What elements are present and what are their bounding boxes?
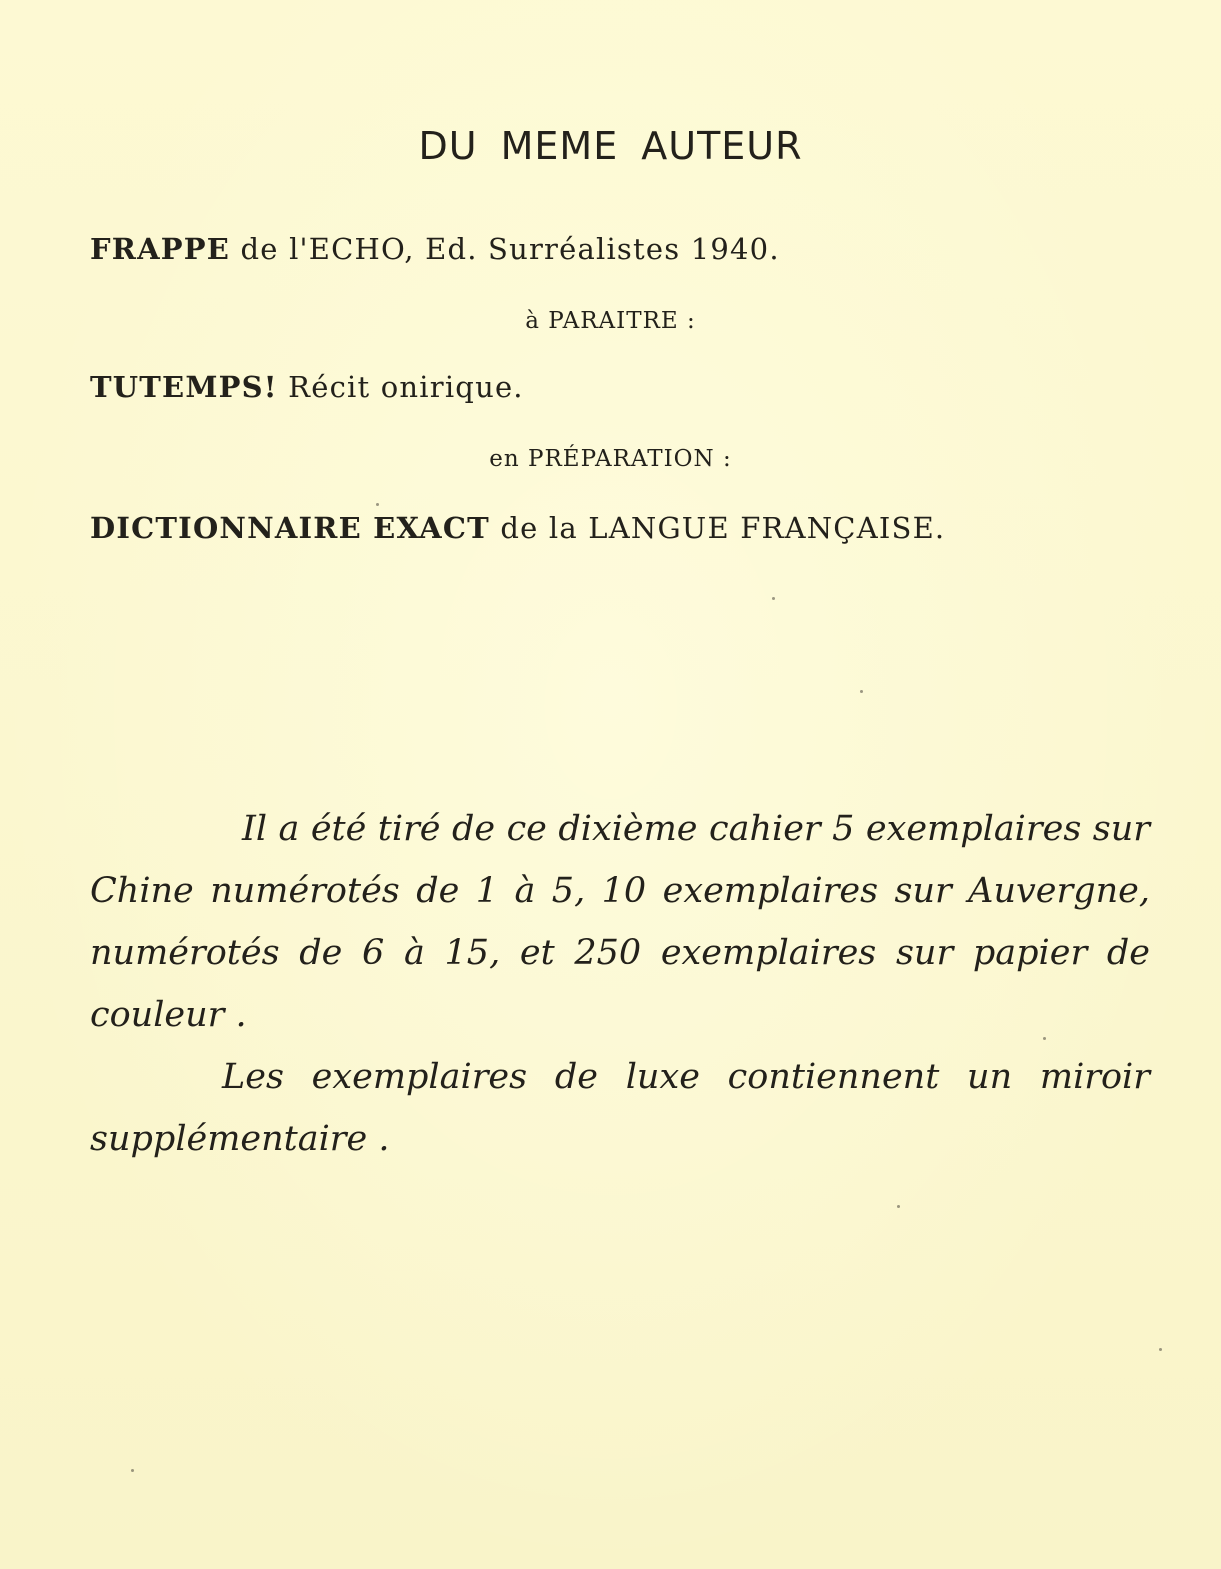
work-entry-tutemps: [90, 370, 524, 404]
paper-speck: [131, 1469, 134, 1472]
forthcoming-label: à PARAITRE :: [525, 308, 696, 334]
paper-speck: [376, 503, 379, 506]
work-entry-frappe: [90, 232, 780, 266]
paper-speck: [897, 1205, 900, 1208]
colophon-paragraph: Il a été tiré de ce dixième cahier 5 exemplaires sur Chine numérotés de 1 à 5, 10 exemplaires sur Auvergne, numérotés de 6 à 15, et 250 exemplaires sur papier de couleur .: [90, 809, 1150, 1035]
work-details: de l'ECHO, Ed. Surréalistes 1940.: [230, 232, 780, 266]
work-title: FRAPPE: [90, 232, 231, 266]
work-entry-dictionnaire: [90, 511, 945, 545]
paper-speck: [1043, 1037, 1046, 1040]
work-title: TUTEMPS!: [90, 370, 278, 404]
paper-speck: [1159, 1348, 1162, 1351]
paper-speck: [772, 597, 775, 600]
work-details: de la LANGUE FRANÇAISE.: [489, 511, 946, 545]
work-details: Récit onirique.: [277, 370, 524, 404]
page-heading: DU MEME AUTEUR: [418, 124, 803, 168]
in-preparation-label: en PRÉPARATION :: [489, 446, 732, 472]
colophon-paragraph: Les exemplaires de luxe contiennent un miroir supplémentaire .: [90, 1057, 1150, 1159]
work-title: DICTIONNAIRE EXACT: [90, 511, 490, 545]
colophon: [90, 798, 1150, 1170]
paper-speck: [860, 690, 863, 693]
